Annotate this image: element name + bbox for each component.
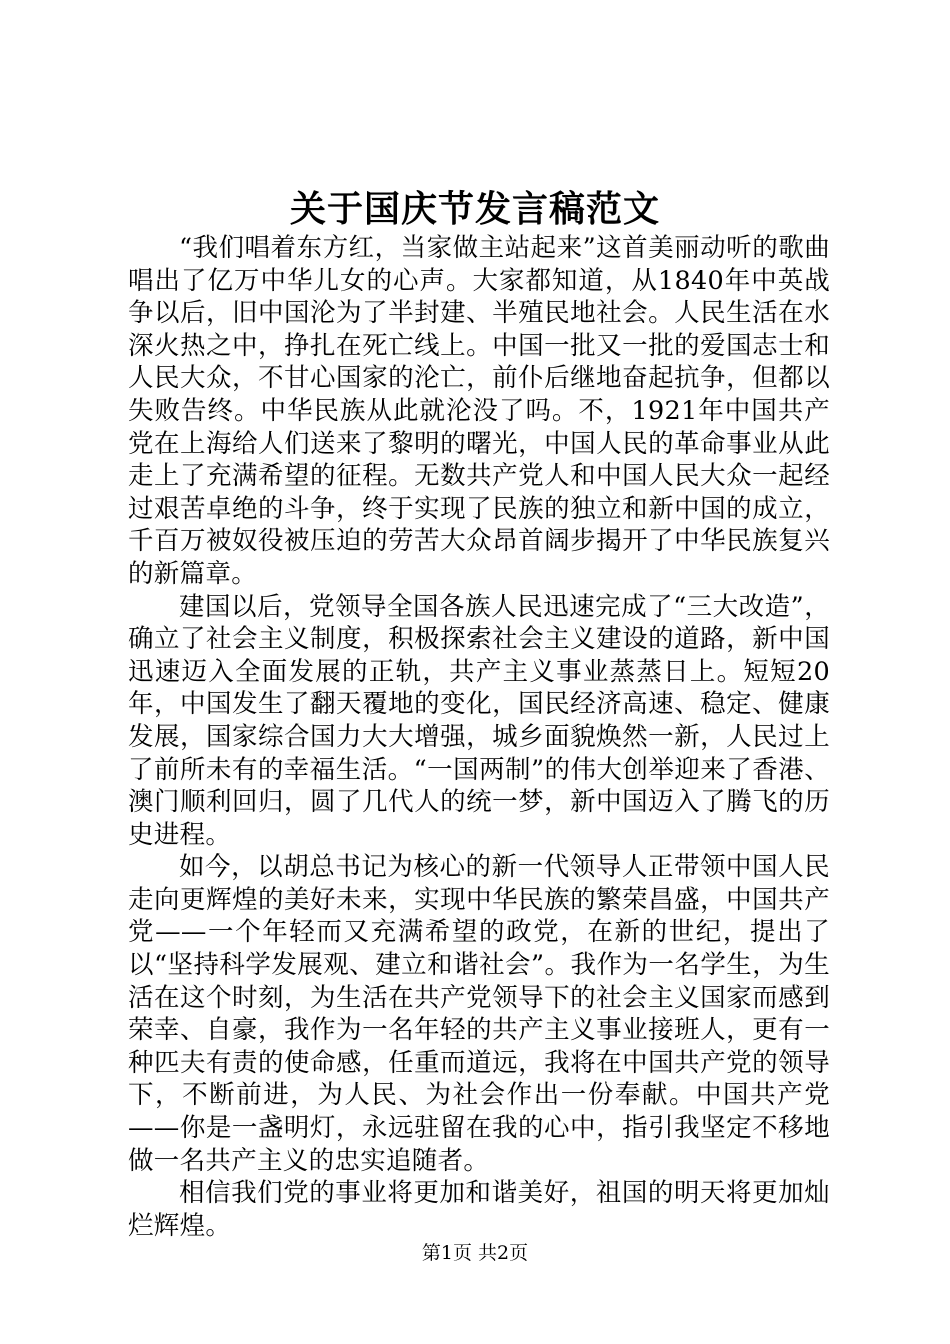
paragraph-4: 相信我们党的事业将更加和谐美好，祖国的明天将更加灿烂辉煌。 xyxy=(128,1178,830,1241)
paragraph-2: 建国以后，党领导全国各族人民迅速完成了“三大改造”，确立了社会主义制度，积极探索社会主义建设的道路，新中国迅速迈入全面发展的正轨，共产主义事业蒸蒸日上。短短20年，中国发生了翻天覆地的变化，国民经济高速、稳定、健康发展，国家综合国力大大增强，城乡面貌焕然一新，人民过上了前所未有的幸福生活。“一国两制”的伟大创举迎来了香港、澳门顺利回归，圆了几代人的统一梦，新中国迈入了腾飞的历史进程。 xyxy=(128,591,830,850)
paragraph-1: “我们唱着东方红，当家做主站起来”这首美丽动听的歌曲唱出了亿万中华儿女的心声。大家都知道，从1840年中英战争以后，旧中国沦为了半封建、半殖民地社会。人民生活在水深火热之中，挣扎在死亡线上。中国一批又一批的爱国志士和人民大众，不甘心国家的沦亡，前仆后继地奋起抗争，但都以失败告终。中华民族从此就沦没了吗。不，1921年中国共产党在上海给人们送来了黎明的曙光，中国人民的革命事业从此走上了充满希望的征程。无数共产党人和中国人民大众一起经过艰苦卓绝的斗争，终于实现了民族的独立和新中国的成立，千百万被奴役被压迫的劳苦大众昂首阔步揭开了中华民族复兴的新篇章。 xyxy=(128,233,830,589)
document-title: 关于国庆节发言稿范文 xyxy=(289,188,660,230)
page-number-footer: 第1页 共2页 xyxy=(421,1242,529,1264)
document-body xyxy=(128,232,830,1242)
paragraph-3: 如今，以胡总书记为核心的新一代领导人正带领中国人民走向更辉煌的美好未来，实现中华民族的繁荣昌盛，中国共产党——一个年轻而又充满希望的政党，在新的世纪，提出了以“坚持科学发展观、建立和谐社会”。我作为一名学生，为生活在这个时刻，为生活在共产党领导下的社会主义国家而感到荣幸、自豪，我作为一名年轻的共产主义事业接班人，更有一种匹夫有责的使命感，任重而道远，我将在中国共产党的领导下，不断前进，为人民、为社会作出一份奉献。中国共产党——你是一盏明灯，永远驻留在我的心中，指引我坚定不移地做一名共产主义的忠实追随者。 xyxy=(128,852,830,1176)
